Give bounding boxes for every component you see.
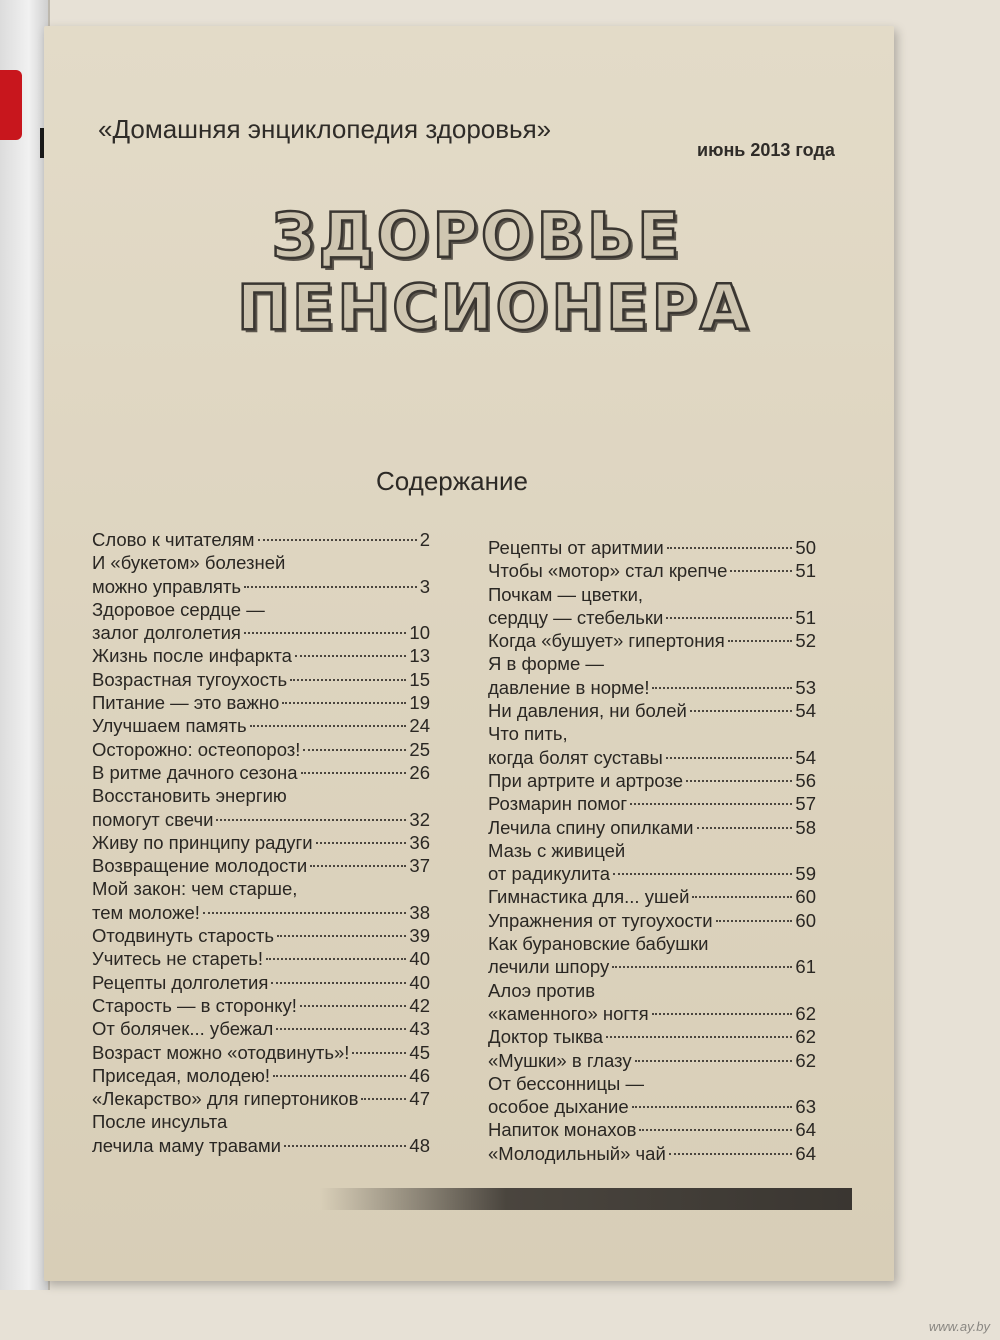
toc-entry-title: Почкам — цветки, bbox=[488, 583, 644, 605]
toc-entry-page: 54 bbox=[795, 746, 816, 768]
toc-entry bbox=[488, 676, 816, 699]
toc-entry-page: 62 bbox=[795, 1049, 816, 1071]
toc-right-column bbox=[488, 536, 816, 1165]
toc-entry bbox=[488, 1095, 816, 1118]
dot-leader bbox=[295, 655, 407, 657]
toc-entry bbox=[488, 816, 816, 839]
toc-entry-page: 58 bbox=[795, 816, 816, 838]
dot-leader bbox=[728, 640, 793, 642]
toc-entry bbox=[92, 1041, 430, 1064]
toc-entry-title: Старость — в сторонку! bbox=[92, 994, 297, 1016]
toc-entry-page: 38 bbox=[409, 901, 430, 923]
dot-leader bbox=[666, 617, 792, 619]
dot-leader bbox=[697, 827, 793, 829]
dot-leader bbox=[203, 912, 407, 914]
dot-leader bbox=[630, 803, 792, 805]
toc-entry-page: 56 bbox=[795, 769, 816, 791]
toc-entry-page: 2 bbox=[419, 529, 430, 550]
toc-entry-title: Мазь с живицей bbox=[488, 839, 626, 861]
toc-entry bbox=[92, 784, 430, 807]
toc-entry-title: «Мушки» в глазу bbox=[488, 1049, 632, 1071]
toc-entry-page: 47 bbox=[409, 1088, 430, 1110]
toc-entry bbox=[92, 621, 430, 644]
toc-entry bbox=[488, 769, 816, 792]
decorative-bottom-bar bbox=[320, 1188, 852, 1210]
dot-leader bbox=[666, 757, 793, 759]
dot-leader bbox=[276, 1028, 406, 1030]
toc-entry bbox=[488, 629, 816, 652]
toc-entry-page: 54 bbox=[795, 700, 816, 722]
toc-entry-title: лечили шпору bbox=[488, 956, 610, 978]
toc-entry-title: И «букетом» болезней bbox=[92, 552, 286, 574]
toc-entry bbox=[488, 583, 816, 606]
toc-entry bbox=[488, 559, 816, 582]
dot-leader bbox=[282, 702, 406, 704]
toc-entry-page: 19 bbox=[409, 692, 430, 714]
dot-leader bbox=[690, 710, 793, 712]
toc-entry-title: Что пить, bbox=[488, 723, 568, 745]
toc-entry bbox=[92, 831, 430, 854]
toc-entry-page: 48 bbox=[409, 1134, 430, 1156]
toc-entry-page: 59 bbox=[795, 863, 816, 885]
dot-leader bbox=[303, 749, 406, 751]
toc-entry-title: лечила маму травами bbox=[92, 1134, 282, 1156]
dot-leader bbox=[273, 1075, 406, 1077]
toc-entry bbox=[488, 1072, 816, 1095]
watermark: www.ay.by bbox=[928, 1319, 990, 1334]
toc-entry-title: От бессонницы — bbox=[488, 1072, 644, 1094]
toc-entry bbox=[92, 575, 430, 598]
toc-entry bbox=[488, 606, 816, 629]
toc-entry-page: 39 bbox=[409, 925, 430, 947]
magazine-title: «Домашняя энциклопедия здоровья» bbox=[98, 114, 552, 144]
red-cover-fragment bbox=[0, 70, 22, 140]
toc-entry-page: 43 bbox=[409, 1018, 430, 1040]
dot-leader bbox=[300, 1005, 407, 1007]
toc-entry-page: 63 bbox=[795, 1096, 816, 1118]
toc-entry-page: 15 bbox=[409, 668, 430, 690]
toc-entry-title: Возвращение молодости bbox=[92, 855, 308, 877]
toc-entry-page: 51 bbox=[795, 606, 816, 628]
dot-leader bbox=[244, 632, 406, 634]
headline-line-1: ЗДОРОВЬЕ bbox=[271, 199, 683, 272]
dot-leader bbox=[635, 1060, 793, 1062]
toc-entry-title: Алоэ против bbox=[488, 979, 596, 1001]
toc-entry-title: Ни давления, ни болей bbox=[488, 700, 687, 722]
dot-leader bbox=[361, 1098, 406, 1100]
issue-date: июнь 2013 года bbox=[697, 140, 835, 160]
toc-entry-page: 64 bbox=[795, 1142, 816, 1164]
toc-entry-title: давление в норме! bbox=[488, 676, 650, 698]
toc-entry bbox=[92, 924, 430, 947]
dot-leader bbox=[667, 547, 793, 549]
dot-leader bbox=[258, 539, 417, 541]
toc-entry-title: Здоровое сердце — bbox=[92, 598, 265, 620]
dot-leader bbox=[352, 1052, 406, 1054]
toc-entry-page: 61 bbox=[795, 956, 816, 978]
toc-entry-title: Отодвинуть старость bbox=[92, 925, 274, 947]
toc-entry bbox=[488, 839, 816, 862]
toc-entry bbox=[488, 536, 816, 559]
toc-entry bbox=[488, 1049, 816, 1072]
dot-leader bbox=[277, 935, 406, 937]
toc-entry bbox=[92, 854, 430, 877]
toc-entry-page: 13 bbox=[409, 645, 430, 667]
toc-entry-page: 3 bbox=[419, 575, 430, 597]
toc-entry bbox=[92, 738, 430, 761]
toc-entry-title: В ритме дачного сезона bbox=[92, 761, 298, 783]
toc-entry-page: 40 bbox=[409, 948, 430, 970]
toc-entry-title: Розмарин помог bbox=[488, 793, 628, 815]
dot-leader bbox=[290, 679, 406, 681]
dot-leader bbox=[686, 780, 792, 782]
dot-leader bbox=[316, 842, 407, 844]
toc-entry-page: 24 bbox=[409, 715, 430, 737]
toc-entry bbox=[488, 885, 816, 908]
toc-entry-title: Как бурановские бабушки bbox=[488, 933, 709, 955]
toc-entry bbox=[92, 971, 430, 994]
toc-entry bbox=[488, 1118, 816, 1141]
toc-entry bbox=[92, 808, 430, 831]
toc-entry-page: 32 bbox=[409, 808, 430, 830]
toc-entry bbox=[92, 947, 430, 970]
toc-entry-title: Живу по принципу радуги bbox=[92, 831, 313, 853]
toc-entry-page: 62 bbox=[795, 1026, 816, 1048]
adjacent-page-edge bbox=[0, 0, 50, 1290]
toc-entry-page: 45 bbox=[409, 1041, 430, 1063]
toc-entry bbox=[488, 792, 816, 815]
toc-entry-page: 53 bbox=[795, 676, 816, 698]
dot-leader bbox=[652, 1013, 793, 1015]
dot-leader bbox=[301, 772, 407, 774]
toc-entry-title: От болячек... убежал bbox=[92, 1018, 274, 1040]
toc-entry-title: После инсульта bbox=[92, 1111, 228, 1133]
dot-leader bbox=[271, 982, 406, 984]
dot-leader bbox=[612, 966, 792, 968]
toc-entry-title: Чтобы «мотор» стал крепче bbox=[488, 560, 728, 582]
dot-leader bbox=[216, 819, 406, 821]
toc-entry-title: Лечила спину опилками bbox=[488, 816, 694, 838]
headline-line-2: ПЕНСИОНЕРА bbox=[237, 271, 751, 344]
toc-entry-title: Питание — это важно bbox=[92, 692, 280, 714]
toc-entry bbox=[92, 1017, 430, 1040]
toc-entry-page: 10 bbox=[409, 622, 430, 644]
toc-left-column bbox=[92, 528, 430, 1157]
toc-entry-title: «каменного» ногтя bbox=[488, 1002, 649, 1024]
toc-entry-page: 60 bbox=[795, 909, 816, 931]
toc-entry-title: от радикулита bbox=[488, 863, 611, 885]
toc-entry-title: Мой закон: чем старше, bbox=[92, 878, 298, 900]
toc-entry bbox=[92, 761, 430, 784]
toc-entry-title: Осторожно: остеопороз! bbox=[92, 738, 301, 760]
dot-leader bbox=[266, 958, 406, 960]
toc-entry-title: помогут свечи bbox=[92, 808, 214, 830]
toc-entry-page: 42 bbox=[409, 994, 430, 1016]
toc-entry-page: 50 bbox=[795, 537, 816, 558]
toc-entry-title: Упражнения от тугоухости bbox=[488, 909, 713, 931]
dot-leader bbox=[606, 1036, 792, 1038]
toc-entry bbox=[488, 862, 816, 885]
toc-entry bbox=[92, 528, 430, 551]
toc-entry-page: 25 bbox=[409, 738, 430, 760]
toc-entry bbox=[488, 746, 816, 769]
toc-entry-title: Напиток монахов bbox=[488, 1119, 637, 1141]
toc-entry bbox=[92, 1087, 430, 1110]
toc-entry-page: 36 bbox=[409, 831, 430, 853]
toc-entry bbox=[92, 714, 430, 737]
toc-entry-title: Восстановить энергию bbox=[92, 785, 287, 807]
toc-entry-title: Я в форме — bbox=[488, 653, 604, 675]
toc-entry bbox=[92, 644, 430, 667]
toc-entry bbox=[488, 955, 816, 978]
toc-entry-page: 62 bbox=[795, 1002, 816, 1024]
toc-entry-title: Жизнь после инфаркта bbox=[92, 645, 292, 667]
toc-entry bbox=[488, 1142, 816, 1165]
toc-entry-title: тем моложе! bbox=[92, 901, 200, 923]
toc-entry bbox=[92, 598, 430, 621]
toc-entry bbox=[488, 909, 816, 932]
toc-entry-page: 26 bbox=[409, 761, 430, 783]
dot-leader bbox=[692, 896, 792, 898]
toc-entry bbox=[92, 1134, 430, 1157]
toc-entry-title: сердцу — стебельки bbox=[488, 606, 664, 628]
toc-entry-title: Улучшаем память bbox=[92, 715, 247, 737]
dot-leader bbox=[244, 586, 417, 588]
toc-entry bbox=[92, 1064, 430, 1087]
dot-leader bbox=[669, 1153, 793, 1155]
toc-entry-title: особое дыхание bbox=[488, 1096, 629, 1118]
toc-entry bbox=[488, 932, 816, 955]
dot-leader bbox=[716, 920, 793, 922]
toc-entry bbox=[488, 1002, 816, 1025]
toc-entry-title: При артрите и артрозе bbox=[488, 769, 684, 791]
toc-entry-title: Слово к читателям bbox=[92, 529, 255, 550]
toc-entry-title: Когда «бушует» гипертония bbox=[488, 630, 725, 652]
toc-entry bbox=[92, 901, 430, 924]
dot-leader bbox=[632, 1106, 793, 1108]
toc-entry-title: когда болят суставы bbox=[488, 746, 663, 768]
toc-entry-title: Учитесь не стареть! bbox=[92, 948, 263, 970]
toc-entry bbox=[488, 699, 816, 722]
dot-leader bbox=[613, 873, 792, 875]
dot-leader bbox=[639, 1129, 792, 1131]
toc-entry bbox=[92, 691, 430, 714]
toc-entry-page: 40 bbox=[409, 971, 430, 993]
dot-leader bbox=[284, 1145, 406, 1147]
toc-entry bbox=[488, 1025, 816, 1048]
toc-entry-page: 51 bbox=[795, 560, 816, 582]
toc-entry-title: Приседая, молодею! bbox=[92, 1064, 271, 1086]
dot-leader bbox=[652, 687, 792, 689]
toc-entry bbox=[92, 994, 430, 1017]
toc-entry-page: 60 bbox=[795, 886, 816, 908]
toc-entry-title: «Молодильный» чай bbox=[488, 1142, 666, 1164]
toc-entry bbox=[92, 877, 430, 900]
toc-entry-page: 64 bbox=[795, 1119, 816, 1141]
toc-entry bbox=[92, 668, 430, 691]
toc-entry bbox=[92, 551, 430, 574]
toc-entry-title: Возраст можно «отодвинуть»! bbox=[92, 1041, 350, 1063]
toc-entry-title: Возрастная тугоухость bbox=[92, 668, 288, 690]
toc-entry bbox=[488, 652, 816, 675]
toc-entry-title: Рецепты от аритмии bbox=[488, 537, 664, 558]
toc-entry bbox=[488, 979, 816, 1002]
dot-leader bbox=[310, 865, 406, 867]
toc-heading: Содержание bbox=[376, 466, 528, 496]
toc-entry-title: можно управлять bbox=[92, 575, 241, 597]
toc-entry-title: Доктор тыква bbox=[488, 1026, 604, 1048]
toc-entry-title: Рецепты долголетия bbox=[92, 971, 269, 993]
toc-entry bbox=[92, 1110, 430, 1133]
toc-entry-title: «Лекарство» для гипертоников bbox=[92, 1088, 359, 1110]
dot-leader bbox=[730, 570, 792, 572]
toc-entry-page: 52 bbox=[795, 630, 816, 652]
toc-entry-title: залог долголетия bbox=[92, 622, 241, 644]
toc-entry-page: 37 bbox=[409, 855, 430, 877]
toc-entry-page: 57 bbox=[795, 793, 816, 815]
toc-entry-title: Гимнастика для... ушей bbox=[488, 886, 690, 908]
dot-leader bbox=[250, 725, 407, 727]
headline bbox=[237, 199, 751, 344]
toc-entry-page: 46 bbox=[409, 1064, 430, 1086]
toc-entry bbox=[488, 722, 816, 745]
